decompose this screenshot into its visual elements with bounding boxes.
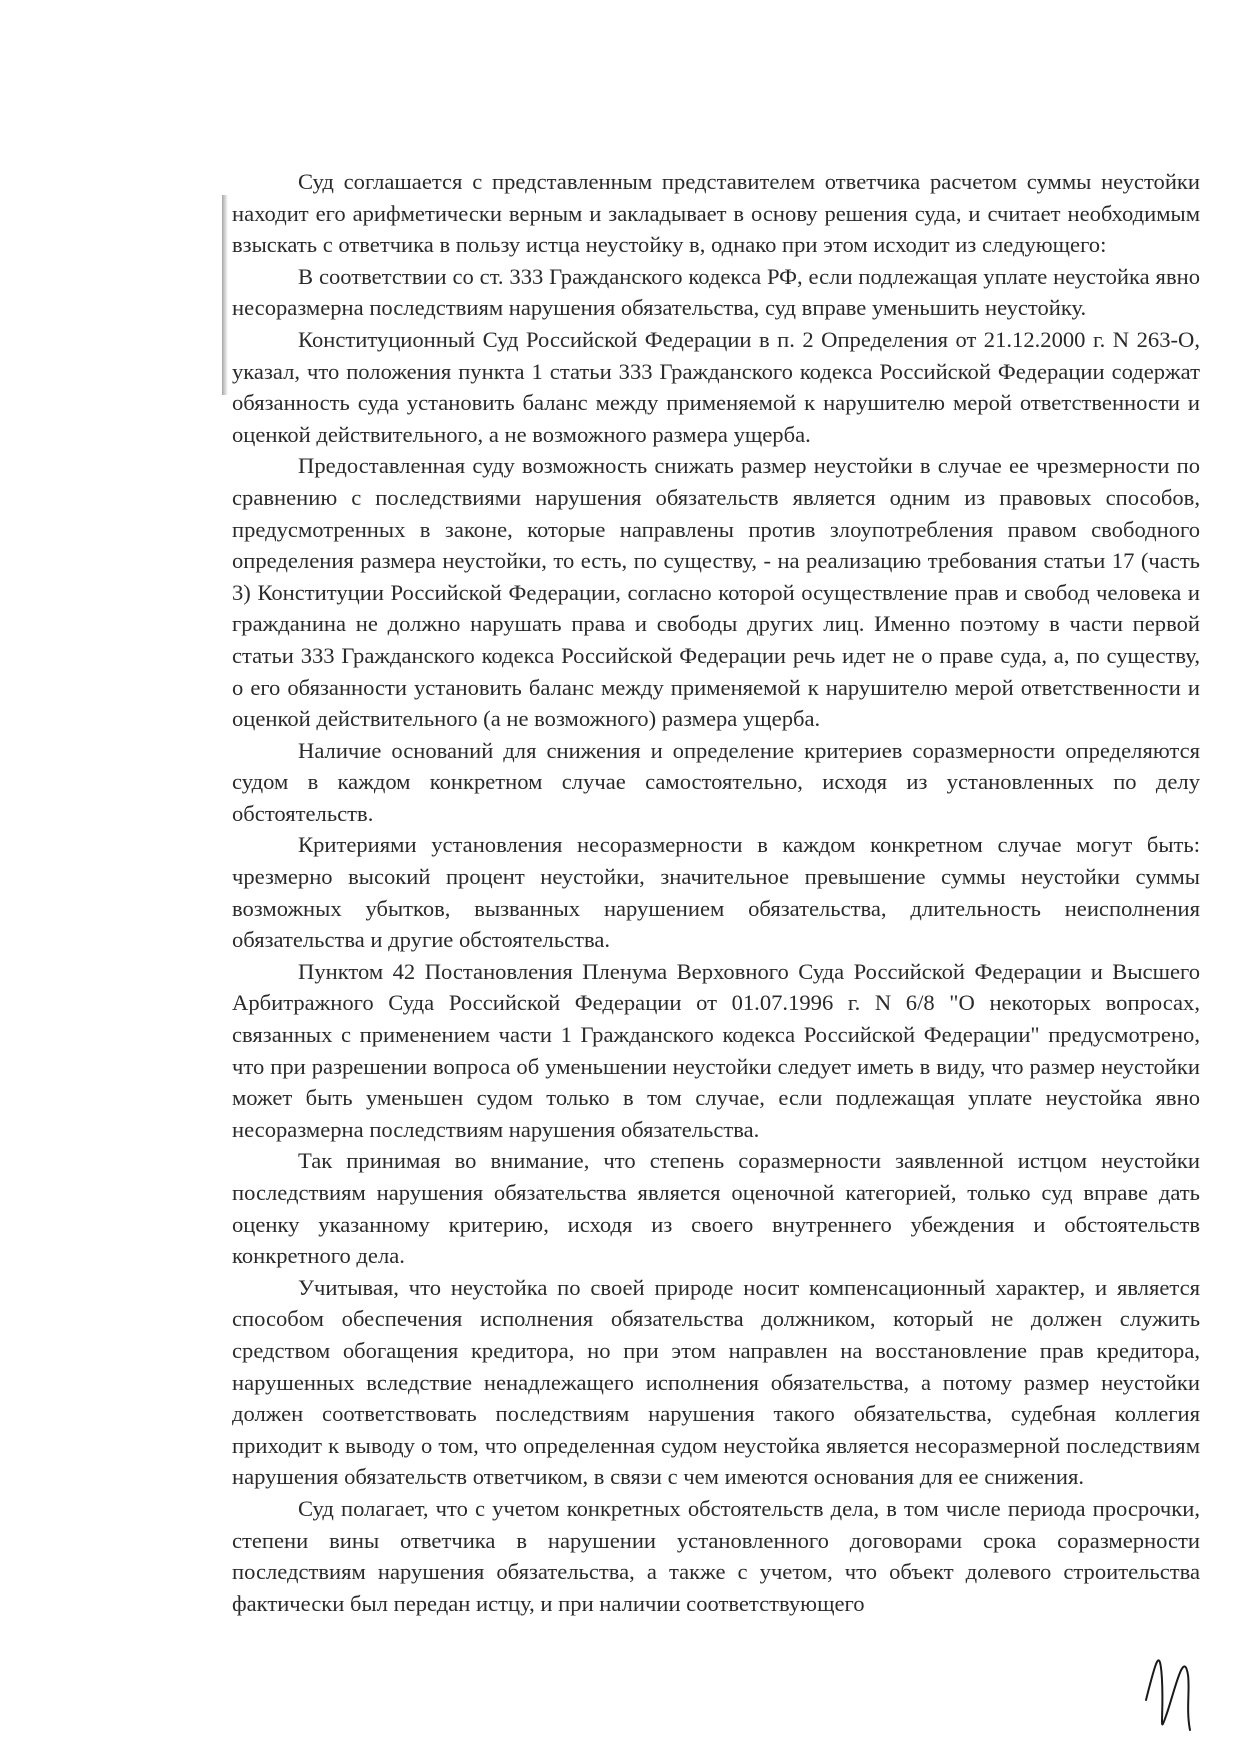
paragraph-7: Пунктом 42 Постановления Пленума Верховного Суда Российской Федерации и Высшего Арбитражного Суда Российской Федерации от 01.07.1996 г. N 6/8 "О некоторых вопросах, связанных с применением части 1 Гражданского кодекса Российской Федерации" предусмотрено, что при разрешении вопроса об уменьшении неустойки следует иметь в виду, что размер неустойки может быть уменьшен судом только в том случае, если подлежащая уплате неустойка явно несоразмерна последствиям нарушения обязательства.: [232, 958, 1200, 1142]
paragraph-8: Так принимая во внимание, что степень соразмерности заявленной истцом неустойки последствиям нарушения обязательства является оценочной категорией, только суд вправе дать оценку указанному критерию, исходя из своего внутреннего убеждения и обстоятельств конкретного дела.: [232, 1148, 1200, 1269]
paragraph-3: Конституционный Суд Российской Федерации в п. 2 Определения от 21.12.2000 г. N 263-О, указал, что положения пункта 1 статьи 333 Гражданского кодекса Российской Федерации содержат обязанность суда установить баланс между применяемой к нарушителю мерой ответственности и оценкой действительного, а не возможного размера ущерба.: [232, 326, 1200, 447]
paragraph-6: Критериями установления несоразмерности в каждом конкретном случае могут быть: чрезмерно высокий процент неустойки, значительное превышение суммы неустойки суммы возможных убытков, вызванных нарушением обязательства, длительность неисполнения обязательства и другие обстоятельства.: [232, 832, 1200, 953]
paragraph-4: Предоставленная суду возможность снижать размер неустойки в случае ее чрезмерности по сравнению с последствиями нарушения обязательств является одним из правовых способов, предусмотренных в законе, которые направлены против злоупотребления правом свободного определения размера неустойки, то есть, по существу, - на реализацию требования статьи 17 (часть 3) Конституции Российской Федерации, согласно которой осуществление прав и свобод человека и гражданина не должно нарушать права и свободы других лиц. Именно поэтому в части первой статьи 333 Гражданского кодекса Российской Федерации речь идет не о праве суда, а, по существу, о его обязанности установить баланс между применяемой к нарушителю мерой ответственности и оценкой действительного (а не возможного) размера ущерба.: [232, 453, 1200, 732]
document-body: [232, 166, 1200, 1619]
handwritten-signature: [1138, 1640, 1198, 1745]
scan-shadow-edge: [222, 195, 228, 395]
paragraph-2: В соответствии со ст. 333 Гражданского кодекса РФ, если подлежащая уплате неустойка явно несоразмерна последствиям нарушения обязательства, суд вправе уменьшить неустойку.: [232, 263, 1200, 321]
paragraph-1: Суд соглашается с представленным представителем ответчика расчетом суммы неустойки находит его арифметически верным и закладывает в основу решения суда, и считает необходимым взыскать с ответчика в пользу истца неустойку в, однако при этом исходит из следующего:: [232, 169, 1200, 258]
paragraph-9: Учитывая, что неустойка по своей природе носит компенсационный характер, и является способом обеспечения исполнения обязательства должником, который не должен служить средством обогащения кредитора, но при этом направлен на восстановление прав кредитора, нарушенных вследствие ненадлежащего исполнения обязательства, а потому размер неустойки должен соответствовать последствиям нарушения такого обязательства, судебная коллегия приходит к выводу о том, что определенная судом неустойка является несоразмерной последствиям нарушения обязательств ответчиком, в связи с чем имеются основания для ее снижения.: [232, 1274, 1200, 1490]
paragraph-5: Наличие оснований для снижения и определение критериев соразмерности определяются судом в каждом конкретном случае самостоятельно, исходя из установленных по делу обстоятельств.: [232, 737, 1200, 826]
paragraph-10: Суд полагает, что с учетом конкретных обстоятельств дела, в том числе периода просрочки, степени вины ответчика в нарушении установленного договорами срока соразмерности последствиям нарушения обязательства, а также с учетом, что объект долевого строительства фактически был передан истцу, и при наличии соответствующего: [232, 1495, 1200, 1616]
